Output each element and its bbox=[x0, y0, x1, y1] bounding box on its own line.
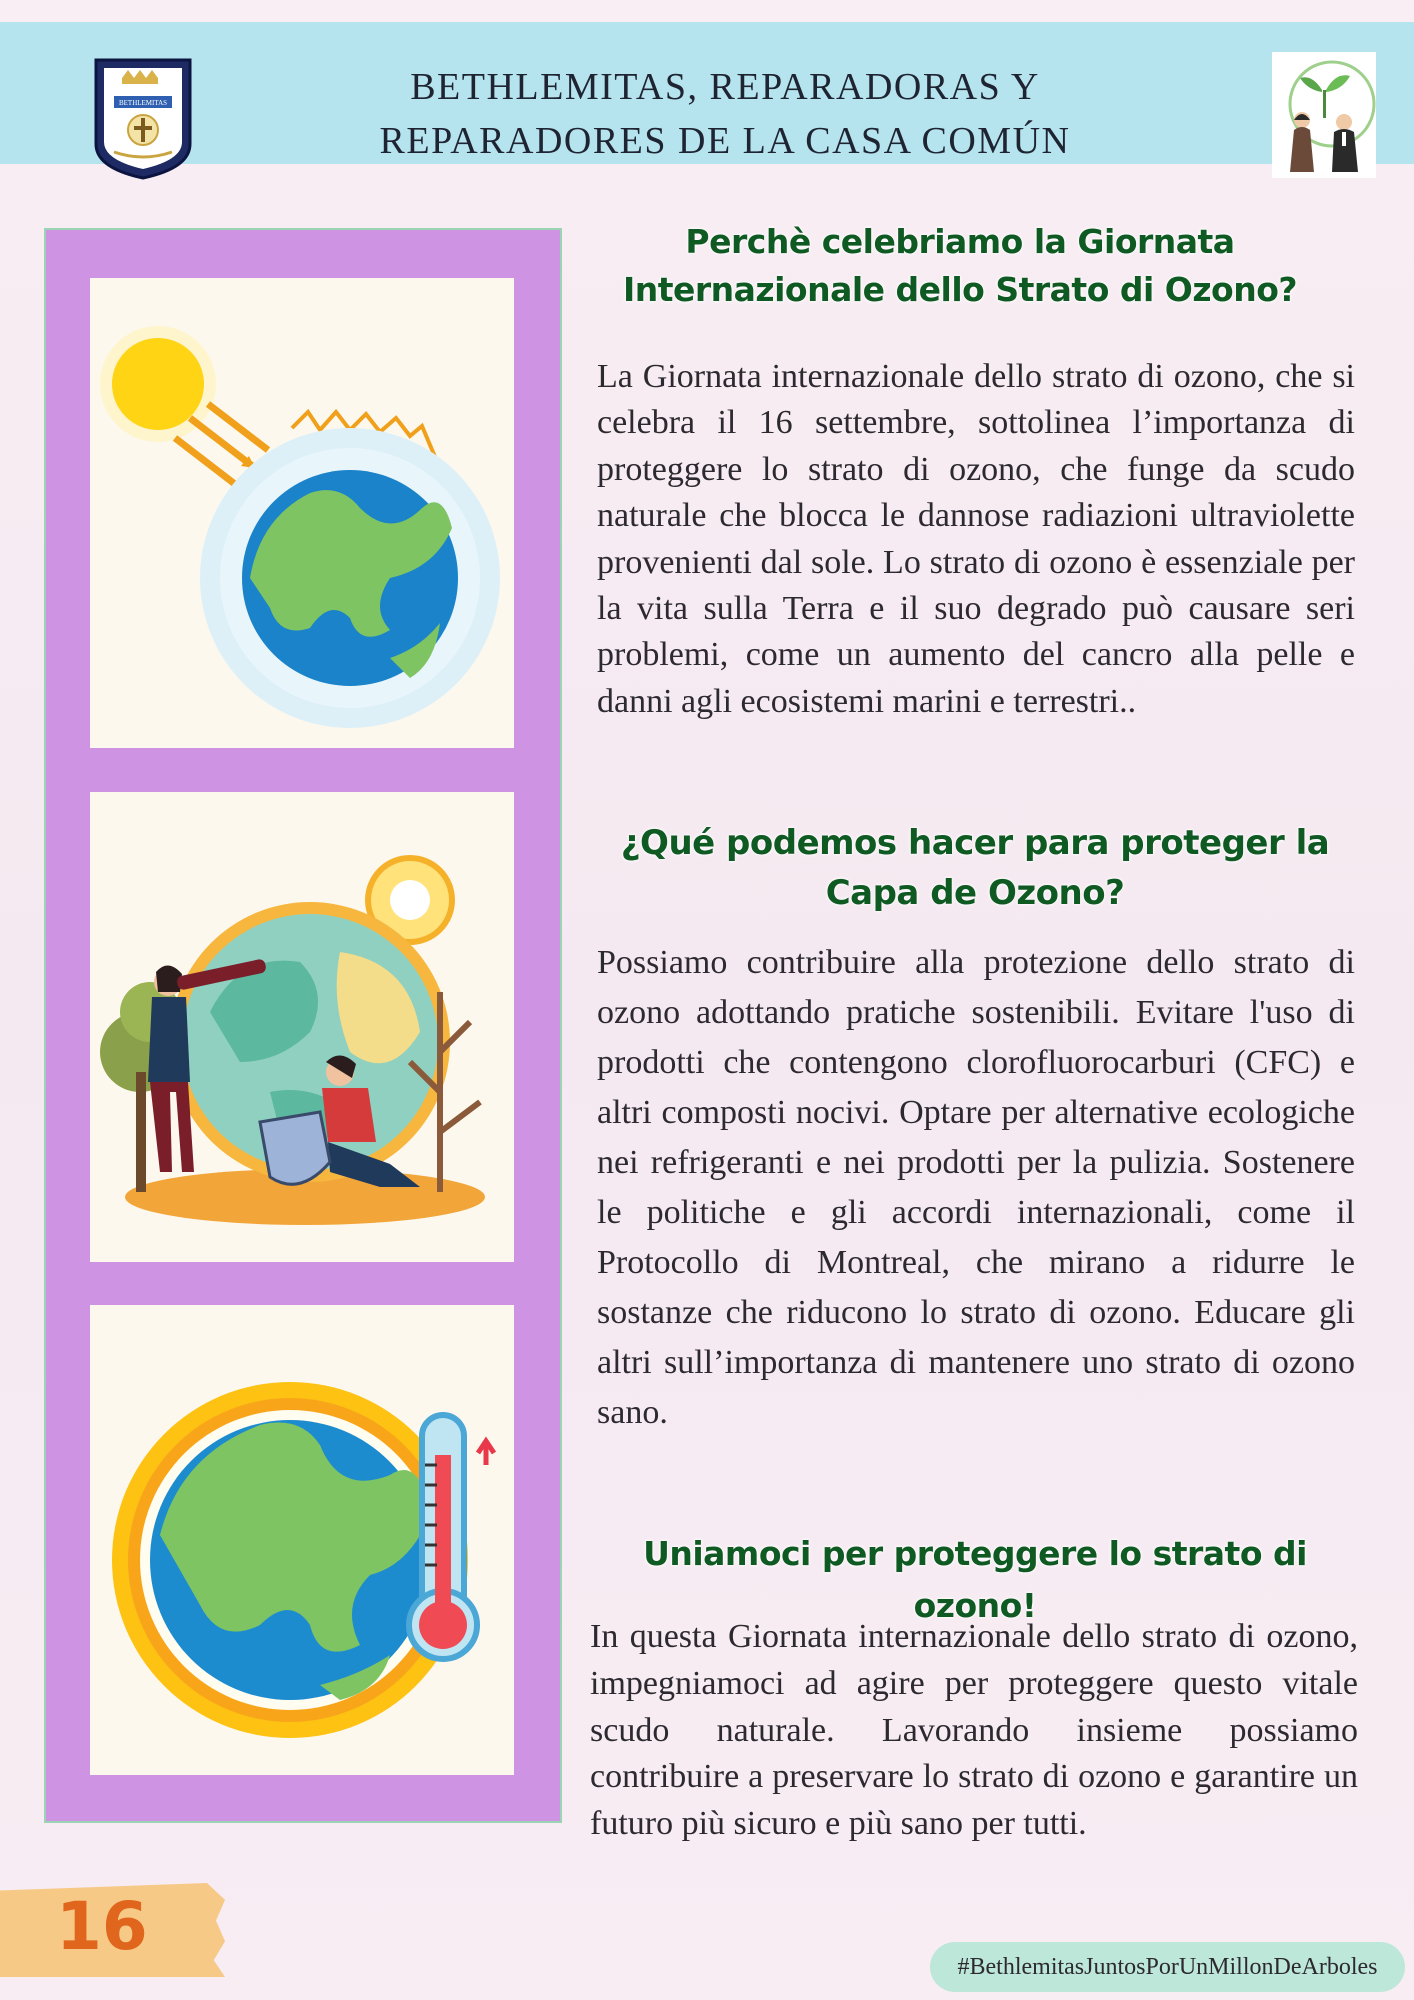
section-heading-3: Uniamoci per proteggere lo strato di ozono! bbox=[643, 1534, 1307, 1625]
page-title bbox=[300, 60, 1150, 168]
section-heading-1: Perchè celebriamo la Giornata Internazionale dello Strato di Ozono? bbox=[622, 222, 1298, 309]
section-heading-2: ¿Qué podemos hacer para proteger la Capa de Ozono? bbox=[620, 823, 1330, 913]
section-body-3: In questa Giornata internazionale dello strato di ozono, impegniamoci ad agire per proteggere questo vitale scudo naturale. Lavorando insieme possiamo contribuire a preservare lo strato di ozono e garantire un futuro più sicuro e più sano per tutti. bbox=[590, 1618, 1358, 1843]
title-line-1: BETHLEMITAS, REPARADORAS Y bbox=[410, 66, 1040, 108]
title-line-2: REPARADORES DE LA CASA COMÚN bbox=[379, 120, 1071, 162]
page-number: 16 bbox=[56, 1888, 148, 1965]
bethlemitas-reparadores-logo-icon bbox=[1272, 52, 1376, 178]
people-protecting-earth-illustration bbox=[90, 792, 514, 1262]
hashtag-badge: #BethlemitasJuntosPorUnMillonDeArboles bbox=[930, 1942, 1405, 1992]
earth-thermometer-illustration bbox=[90, 1305, 514, 1775]
svg-text:BETHLEMITAS: BETHLEMITAS bbox=[118, 99, 168, 107]
crest-shield-icon bbox=[92, 56, 194, 180]
header-banner bbox=[0, 22, 1414, 164]
sun-uv-earth-illustration bbox=[90, 278, 514, 748]
section-body-1: La Giornata internazionale dello strato di ozono, che si celebra il 16 settembre, sottolinea l’importanza di proteggere lo strato di ozono, che funge da scudo naturale che blocca le dannose radiazioni ultraviolette provenienti dal sole. Lo strato di ozono è essenziale per la vita sulla Terra e il suo degrado può causare seri problemi, come un aumento del cancro alla pelle e danni agli ecosistemi marini e terrestri.. bbox=[597, 358, 1355, 720]
section-body-2: Possiamo contribuire alla protezione dello strato di ozono adottando pratiche sostenibili. Evitare l'uso di prodotti che contengono clorofluorocarburi (CFC) e altri composti nocivi. Optare per alternative ecologiche nei refrigeranti e nei prodotti per la pulizia. Sostenere le politiche e gli accordi internazionali, come il Protocollo di Montreal, che mirano a ridurre le sostanze che riducono lo strato di ozono. Educare gli altri sull’importanza di mantenere uno strato di ozono sano. bbox=[597, 944, 1355, 1431]
